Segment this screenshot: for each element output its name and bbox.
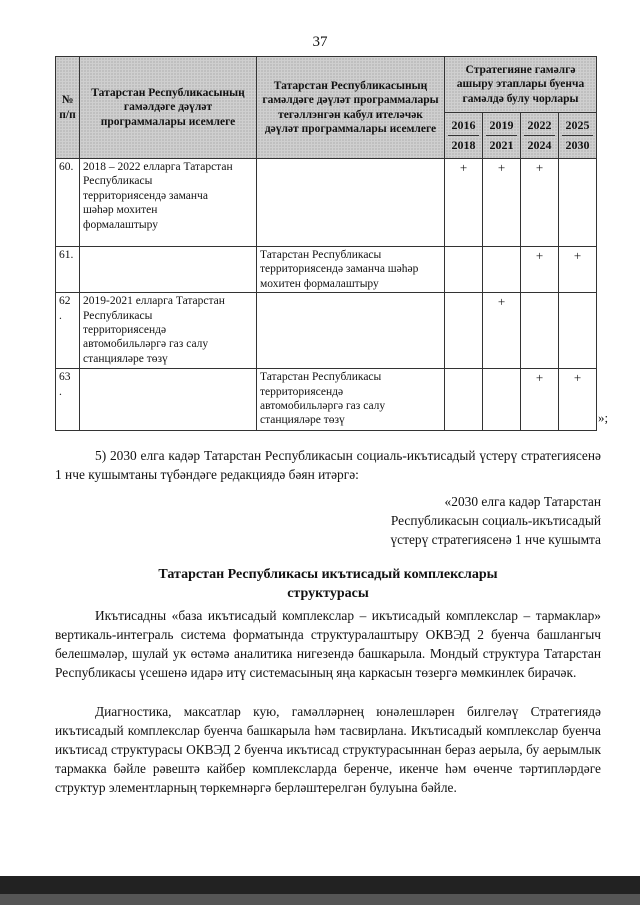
row-name (80, 369, 257, 431)
table-row (56, 247, 597, 293)
row-mark: + (483, 159, 521, 247)
row-program: Татарстан Республикасы территориясендә заманча шәһәр мохитен формалаштыру (257, 247, 445, 293)
paragraph-5: 5) 2030 елга кадәр Татарстан Республикасын социаль-икътисадый үстерү стратегиясенә 1 нче кушымтаны түбәндәге редакциядә бәян итәргә: (55, 448, 601, 482)
table-row (56, 293, 597, 369)
appendix-line: Республикасын социаль-икътисадый (390, 513, 601, 528)
row-mark (483, 247, 521, 293)
table-row (56, 159, 597, 247)
row-num: 63 . (56, 369, 80, 431)
row-program (257, 159, 445, 247)
header-stages: Стратегияне гамәлгә ашыру этаплары буенча гамәлдә булу чорлары (445, 57, 597, 113)
body-paragraph-2: Диагностика, максатлар кую, гамәлләрнең юнәлешләрен билгеләү Стратегиядә икътисадый комплекслар буенча башкарыла һәм тасвирлана. Икътисадый комплекслар буенча икътисад структурасы ОКВЭД 2 буенча икътисад структурасыннан бераз аерыла, бу аерымлык тармакка бәйле рәвештә кайбер комплексларда беренче, икенче һәм өченче тәртипләрдәге структур элементларның төркемнәргә берләштерелгән булуына бәйле. (55, 704, 601, 795)
header-num: № п/п (56, 57, 80, 159)
row-mark (559, 159, 597, 247)
row-mark (445, 247, 483, 293)
appendix-line: «2030 елга кадәр Татарстан (444, 494, 601, 509)
scan-edge-bar (0, 876, 640, 894)
row-name: 2018 – 2022 елларга Татарстан Республикасы территориясендә заманча шәһәр мохитен формалаштыру (80, 159, 257, 247)
table-row (56, 369, 597, 431)
row-mark: + (521, 159, 559, 247)
row-mark: + (445, 159, 483, 247)
body-paragraph-1: Икътисадны «база икътисадый комплекслар – икътисадый комплекслар – тармаклар» вертикаль-интеграль система форматында структуралаштыру ОКВЭД 2 буенча башлангыч белешмәләр, шулай ук өстәмә аналитика нигезендә башкарыла. Мондый структура Татарстан Республикасы үсешенә идарә итү системасының яңа каркасын төзергә мөмкинлек бирачәк. (55, 608, 601, 680)
row-program (257, 293, 445, 369)
row-name (80, 247, 257, 293)
scan-edge-bar (0, 894, 640, 905)
page-number: 37 (312, 34, 328, 50)
row-name: 2019-2021 елларга Татарстан Республикасы территориясендә автомобильләргә газ салу станцияләре төзү (80, 293, 257, 369)
table-closing-quote: »; (598, 410, 609, 425)
row-mark: + (483, 293, 521, 369)
header-programs: Татарстан Республикасының гамәлдәге дәүләт программалары тегәллэнгән кабул ителәчәк дәүләт программалары исемлеге (257, 57, 445, 159)
row-mark: + (521, 247, 559, 293)
appendix-title-block (330, 492, 601, 549)
header-name: Татарстан Республикасының гамәлдәге дәүләт программалары исемлеге (80, 57, 257, 159)
header-year-4: 2025 2030 (559, 113, 597, 159)
header-year-2: 2019 2021 (483, 113, 521, 159)
header-year-1: 2016 2018 (445, 113, 483, 159)
row-num: 62 . (56, 293, 80, 369)
row-mark: + (559, 369, 597, 431)
row-mark (521, 293, 559, 369)
row-mark (559, 293, 597, 369)
row-mark (445, 369, 483, 431)
section-heading: Татарстан Республикасы икътисадый комплекслары структурасы (158, 567, 498, 601)
header-year-3: 2022 2024 (521, 113, 559, 159)
appendix-line: үстерү стратегиясенә 1 нче кушымта (390, 532, 601, 547)
row-num: 60. (56, 159, 80, 247)
row-mark: + (559, 247, 597, 293)
row-num: 61. (56, 247, 80, 293)
row-mark (445, 293, 483, 369)
row-program: Татарстан Республикасы территориясендә автомобильләргә газ салу станцияләре төзү (257, 369, 445, 431)
row-mark (483, 369, 521, 431)
programs-table (55, 56, 597, 431)
row-mark: + (521, 369, 559, 431)
